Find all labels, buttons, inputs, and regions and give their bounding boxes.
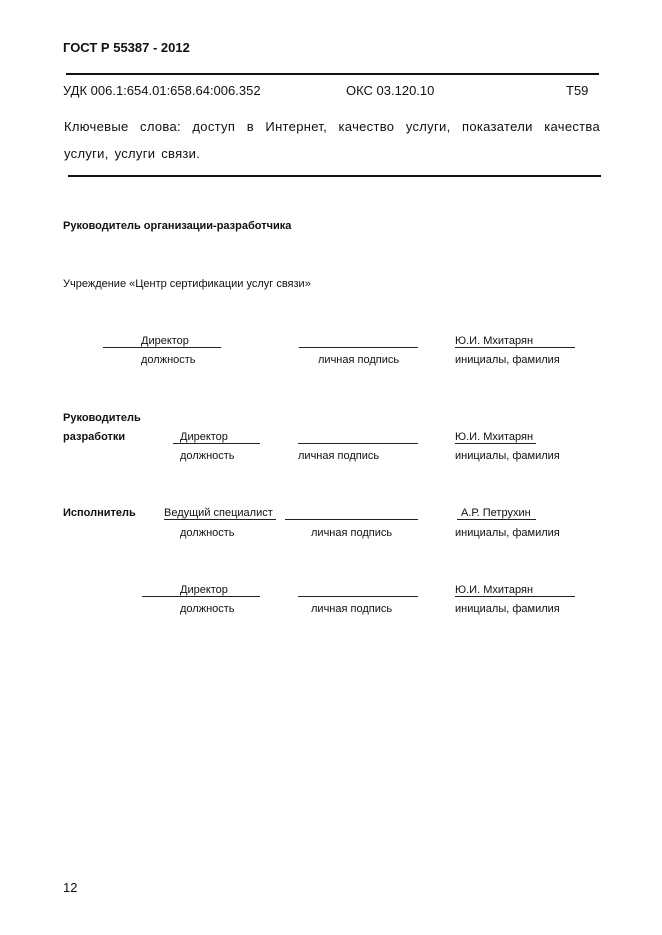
developer-organization: Учреждение «Центр сертификации услуг связи»: [63, 278, 311, 290]
signature-underline: [285, 519, 418, 520]
position-caption: должность: [180, 603, 235, 615]
block-label-line1: Исполнитель: [63, 507, 136, 519]
position-underline: [142, 596, 260, 597]
name-underline: [455, 596, 575, 597]
name-underline: [455, 347, 575, 348]
udk-code: УДК 006.1:654.01:658.64:006.352: [63, 83, 261, 98]
block-label-line1: Руководитель: [63, 412, 141, 424]
position-caption: должность: [180, 527, 235, 539]
position-caption: должность: [141, 354, 196, 366]
position-caption: должность: [180, 450, 235, 462]
position-value: Директор: [180, 584, 228, 596]
name-value: Ю.И. Мхитарян: [455, 431, 534, 443]
name-caption: инициалы, фамилия: [455, 527, 560, 539]
signature-caption: личная подпись: [298, 450, 380, 462]
position-underline: [173, 443, 260, 444]
name-value: Ю.И. Мхитарян: [455, 584, 534, 596]
name-caption: инициалы, фамилия: [455, 354, 560, 366]
signature-underline: [299, 347, 418, 348]
position-value: Ведущий специалист: [164, 507, 273, 519]
block-label-line2: разработки: [63, 431, 126, 443]
category-code: Т59: [566, 83, 589, 98]
top-rule: [66, 73, 599, 75]
keywords-rule: [68, 175, 601, 177]
position-value: Директор: [141, 335, 189, 347]
position-underline: [103, 347, 221, 348]
name-caption: инициалы, фамилия: [455, 603, 560, 615]
signature-underline: [298, 443, 418, 444]
position-underline: [164, 519, 276, 520]
standard-number: ГОСТ Р 55387 - 2012: [63, 40, 190, 55]
oks-code: ОКС 03.120.10: [346, 83, 435, 98]
signature-caption: личная подпись: [311, 603, 393, 615]
signature-caption: личная подпись: [311, 527, 393, 539]
signature-caption: личная подпись: [318, 354, 400, 366]
name-value: А.Р. Петрухин: [461, 507, 531, 519]
name-value: Ю.И. Мхитарян: [455, 335, 534, 347]
signature-underline: [298, 596, 418, 597]
keywords-paragraph: Ключевые слова: доступ в Интернет, качество услуги, показатели качества услуги, услуги связи.: [64, 119, 600, 161]
position-value: Директор: [180, 431, 228, 443]
developer-heading: Руководитель организации-разработчика: [63, 220, 292, 232]
name-underline: [457, 519, 536, 520]
name-underline: [455, 443, 536, 444]
name-caption: инициалы, фамилия: [455, 450, 560, 462]
page-number: 12: [63, 880, 78, 895]
